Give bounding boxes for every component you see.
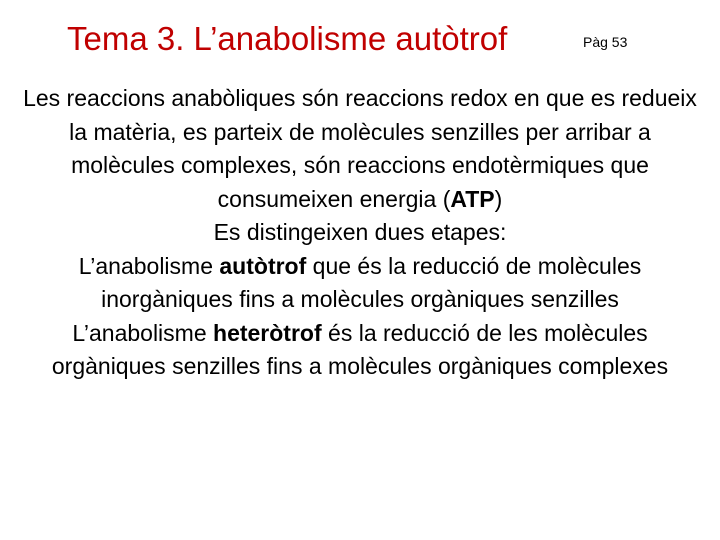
intro-paragraph bbox=[20, 82, 700, 216]
stage-heterotrof-after: és la reducció de les molècules orgàniques senzilles fins a molècules orgàniques complexes bbox=[51, 319, 669, 379]
stage-autotrof-before: L’anabolisme bbox=[78, 252, 220, 279]
title-row bbox=[0, 14, 720, 64]
slide-title: Tema 3. L’anabolisme autòtrof bbox=[67, 20, 508, 57]
stage-autotrof-after: que és la reducció de molècules inorgàniques fins a molècules orgàniques senzilles bbox=[101, 252, 642, 312]
intro-bold-atp: ATP bbox=[450, 185, 495, 212]
stage-autotrof-paragraph bbox=[20, 250, 700, 317]
stage-heterotrof-bold: heteròtrof bbox=[213, 319, 322, 346]
stage-autotrof-bold: autòtrof bbox=[219, 252, 307, 279]
stage-heterotrof-paragraph bbox=[20, 317, 700, 384]
stage-heterotrof-before: L’anabolisme bbox=[72, 319, 214, 346]
slide-body bbox=[20, 82, 700, 384]
page-reference: Pàg 53 bbox=[583, 34, 628, 50]
intro-text-before: Les reaccions anabòliques són reaccions redox en que es redueix la matèria, es parteix de molècules senzilles per arribar a molècules complexes, són reaccions endotèrmiques que consumeixen energia ( bbox=[23, 85, 697, 212]
stages-intro: Es distingeixen dues etapes: bbox=[213, 219, 507, 245]
intro-text-after: ) bbox=[494, 185, 503, 212]
